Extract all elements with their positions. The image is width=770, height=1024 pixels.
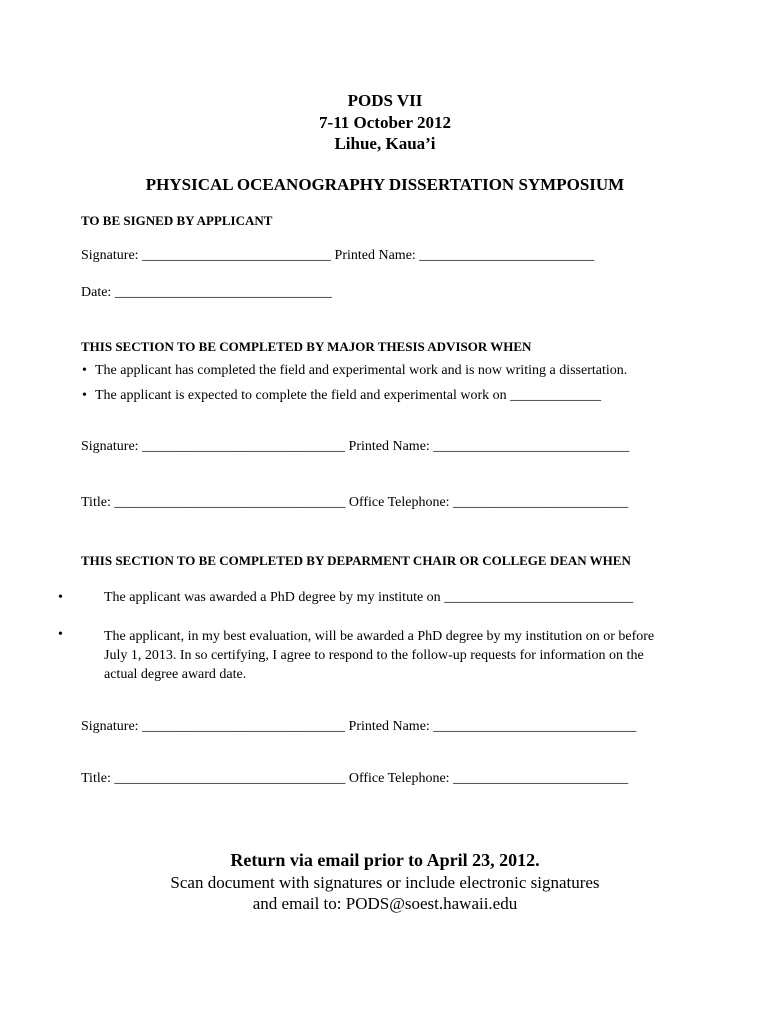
advisor-signature-line[interactable]: Signature: _____________________________ Printed Name: ____________________________ <box>81 439 630 454</box>
return-instructions-line-2: and email to: PODS@soest.hawaii.edu <box>252 894 518 913</box>
event-location: Lihue, Kaua’i <box>334 134 436 153</box>
chair-title-line[interactable]: Title: _________________________________ Office Telephone: _________________________ <box>81 771 629 786</box>
chair-section-heading: THIS SECTION TO BE COMPLETED BY DEPARMENT CHAIR OR COLLEGE DEAN WHEN <box>81 553 631 568</box>
applicant-section-heading: TO BE SIGNED BY APPLICANT <box>81 213 273 228</box>
return-instructions-line-1: Scan document with signatures or include electronic signatures <box>170 873 600 892</box>
advisor-condition-2[interactable]: The applicant is expected to complete the field and experimental work on _____________ <box>95 388 602 403</box>
event-name: PODS VII <box>347 91 423 110</box>
chair-condition-2: The applicant, in my best evaluation, will be awarded a PhD degree by my institution on or before July 1, 2013. In so certifying, I agree to respond to the follow-up requests for information on the actual degree award date. <box>104 629 655 682</box>
applicant-signature-line[interactable]: Signature: ___________________________ Printed Name: _________________________ <box>81 248 595 263</box>
advisor-section-heading: THIS SECTION TO BE COMPLETED BY MAJOR THESIS ADVISOR WHEN <box>81 339 532 354</box>
return-deadline: Return via email prior to April 23, 2012. <box>230 850 540 870</box>
bullet-icon: • <box>58 627 63 642</box>
advisor-title-line[interactable]: Title: _________________________________ Office Telephone: _________________________ <box>81 495 629 510</box>
advisor-condition-1: The applicant has completed the field and experimental work and is now writing a dissertation. <box>95 363 628 378</box>
bullet-icon: • <box>58 590 63 605</box>
chair-signature-line[interactable]: Signature: _____________________________ Printed Name: _____________________________ <box>81 719 637 734</box>
bullet-icon: • <box>82 388 87 403</box>
event-dates: 7-11 October 2012 <box>319 113 451 132</box>
bullet-icon: • <box>82 363 87 378</box>
document-title: PHYSICAL OCEANOGRAPHY DISSERTATION SYMPOSIUM <box>145 175 625 194</box>
applicant-date-line[interactable]: Date: _______________________________ <box>81 285 332 300</box>
chair-condition-1[interactable]: The applicant was awarded a PhD degree by my institute on ___________________________ <box>104 590 634 605</box>
